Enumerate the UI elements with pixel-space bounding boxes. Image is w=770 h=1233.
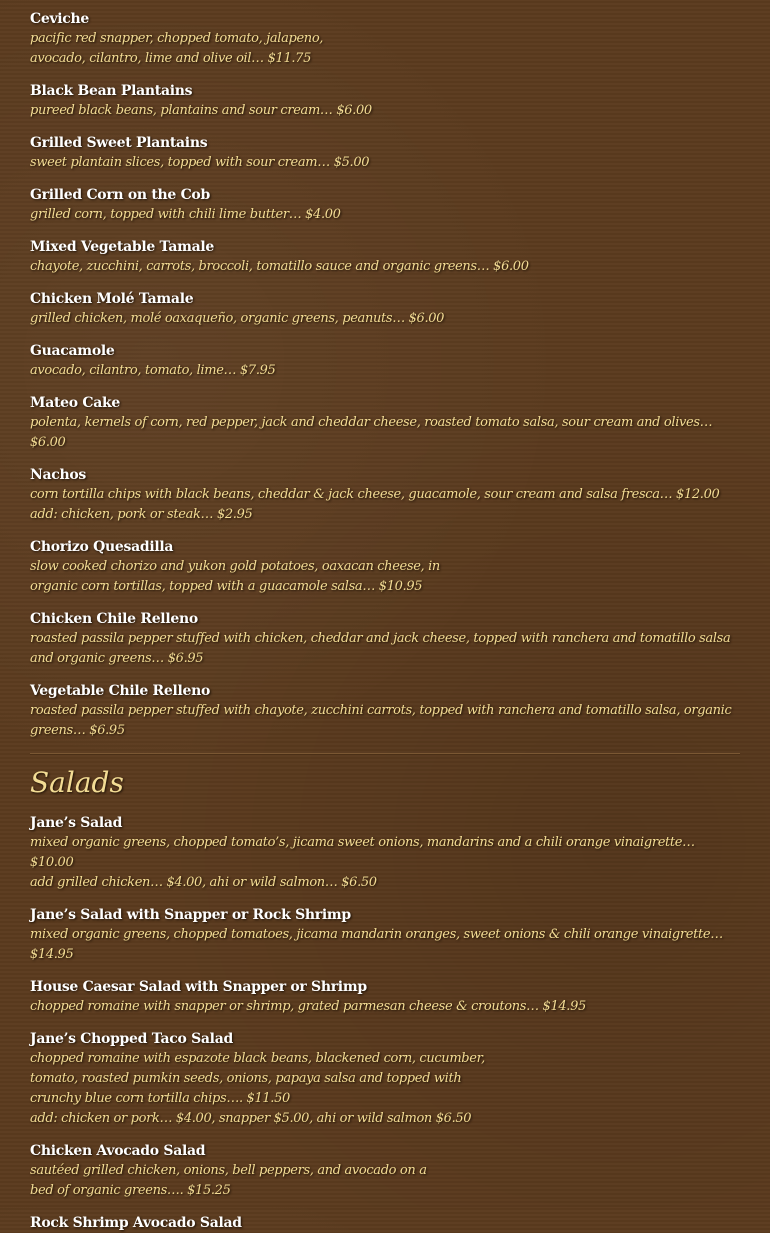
item-name: Chicken Chile Relleno [30, 611, 198, 627]
section-divider [30, 753, 740, 755]
item-name: Mateo Cake [30, 395, 120, 411]
item-name: Chicken Avocado Salad [30, 1143, 206, 1159]
item-description: slow cooked chorizo and yukon gold potatoes, oaxacan cheese, in organic corn tortillas, topped with a guacamole salsa… $10.95 [30, 559, 440, 594]
item-description: chopped romaine with espazote black beans, blackened corn, cucumber, tomato, roasted pumkin seeds, onions, papaya salsa and topped with crunchy blue corn tortilla chips…. $11.50 add: chicken or pork… $4.00, snapper $5.00, ahi or wild salmon $6.50 [30, 1051, 485, 1126]
item-description: sweet plantain slices, topped with sour cream… $5.00 [30, 155, 370, 170]
menu-item-chicken-avocado-salad [30, 1141, 740, 1201]
item-description: roasted passila pepper stuffed with chayote, zucchini carrots, topped with ranchera and tomatillo salsa, organic greens… $6.95 [30, 703, 732, 738]
item-name: Jane’s Salad with Snapper or Rock Shrimp [30, 907, 351, 923]
menu-item-grilled-corn [30, 185, 740, 225]
item-description: chopped romaine with snapper or shrimp, grated parmesan cheese & croutons… $14.95 [30, 999, 586, 1014]
item-description: pureed black beans, plantains and sour cream… $6.00 [30, 103, 372, 118]
item-description: corn tortilla chips with black beans, cheddar & jack cheese, guacamole, sour cream and salsa fresca… $12.00 add: chicken, pork or steak… $2.95 [30, 487, 720, 522]
menu-item-house-caesar-salad [30, 977, 740, 1017]
item-name: Chicken Molé Tamale [30, 291, 194, 307]
item-description: sautéed grilled chicken, onions, bell peppers, and avocado on a bed of organic greens…. $15.25 [30, 1163, 427, 1198]
item-name: Mixed Vegetable Tamale [30, 239, 214, 255]
menu-item-nachos [30, 465, 740, 525]
item-description: pacific red snapper, chopped tomato, jalapeno, avocado, cilantro, lime and olive oil… $11.75 [30, 31, 324, 66]
item-description: grilled corn, topped with chili lime butter… $4.00 [30, 207, 341, 222]
item-name: Vegetable Chile Relleno [30, 683, 211, 699]
menu-item-chorizo-quesadilla [30, 537, 740, 597]
item-name: Chorizo Quesadilla [30, 539, 174, 555]
menu-item-mixed-vegetable-tamale [30, 237, 740, 277]
item-name: Jane’s Chopped Taco Salad [30, 1031, 233, 1047]
item-name: Rock Shrimp Avocado Salad [30, 1215, 242, 1231]
menu-item-black-bean-plantains [30, 81, 740, 121]
menu-item-janes-salad [30, 813, 740, 893]
menu-item-mateo-cake [30, 393, 740, 453]
item-description: roasted passila pepper stuffed with chicken, cheddar and jack cheese, topped with ranchera and tomatillo salsa and organic greens… $6.95 [30, 631, 731, 666]
section-title-salads: Salads [30, 766, 124, 799]
menu-item-grilled-sweet-plantains [30, 133, 740, 173]
item-name: Black Bean Plantains [30, 83, 193, 99]
item-name: Nachos [30, 467, 86, 483]
item-description: mixed organic greens, chopped tomato’s, jicama sweet onions, mandarins and a chili orange vinaigrette… $10.00 add grilled chicken… $4.00, ahi or wild salmon… $6.50 [30, 835, 695, 890]
item-name: House Caesar Salad with Snapper or Shrimp [30, 979, 367, 995]
menu-item-ceviche [30, 9, 740, 69]
menu-item-chopped-taco-salad [30, 1029, 740, 1129]
item-description: polenta, kernels of corn, red pepper, jack and cheddar cheese, roasted tomato salsa, sour cream and olives… $6.00 [30, 415, 713, 450]
menu-item-rock-shrimp-avocado-salad [30, 1213, 740, 1233]
item-name: Ceviche [30, 11, 90, 27]
item-name: Guacamole [30, 343, 115, 359]
item-name: Grilled Corn on the Cob [30, 187, 210, 203]
item-description: grilled chicken, molé oaxaqueño, organic greens, peanuts… $6.00 [30, 311, 445, 326]
menu-item-vegetable-chile-relleno [30, 681, 740, 741]
menu-item-chicken-chile-relleno [30, 609, 740, 669]
item-name: Jane’s Salad [30, 815, 123, 831]
item-description: avocado, cilantro, tomato, lime… $7.95 [30, 363, 276, 378]
item-name: Grilled Sweet Plantains [30, 135, 208, 151]
menu-item-chicken-mole-tamale [30, 289, 740, 329]
item-description: mixed organic greens, chopped tomatoes, jicama mandarin oranges, sweet onions & chili orange vinaigrette… $14.95 [30, 927, 723, 962]
menu-item-janes-salad-snapper [30, 905, 740, 965]
item-description: chayote, zucchini, carrots, broccoli, tomatillo sauce and organic greens… $6.00 [30, 259, 529, 274]
menu-item-guacamole [30, 341, 740, 381]
